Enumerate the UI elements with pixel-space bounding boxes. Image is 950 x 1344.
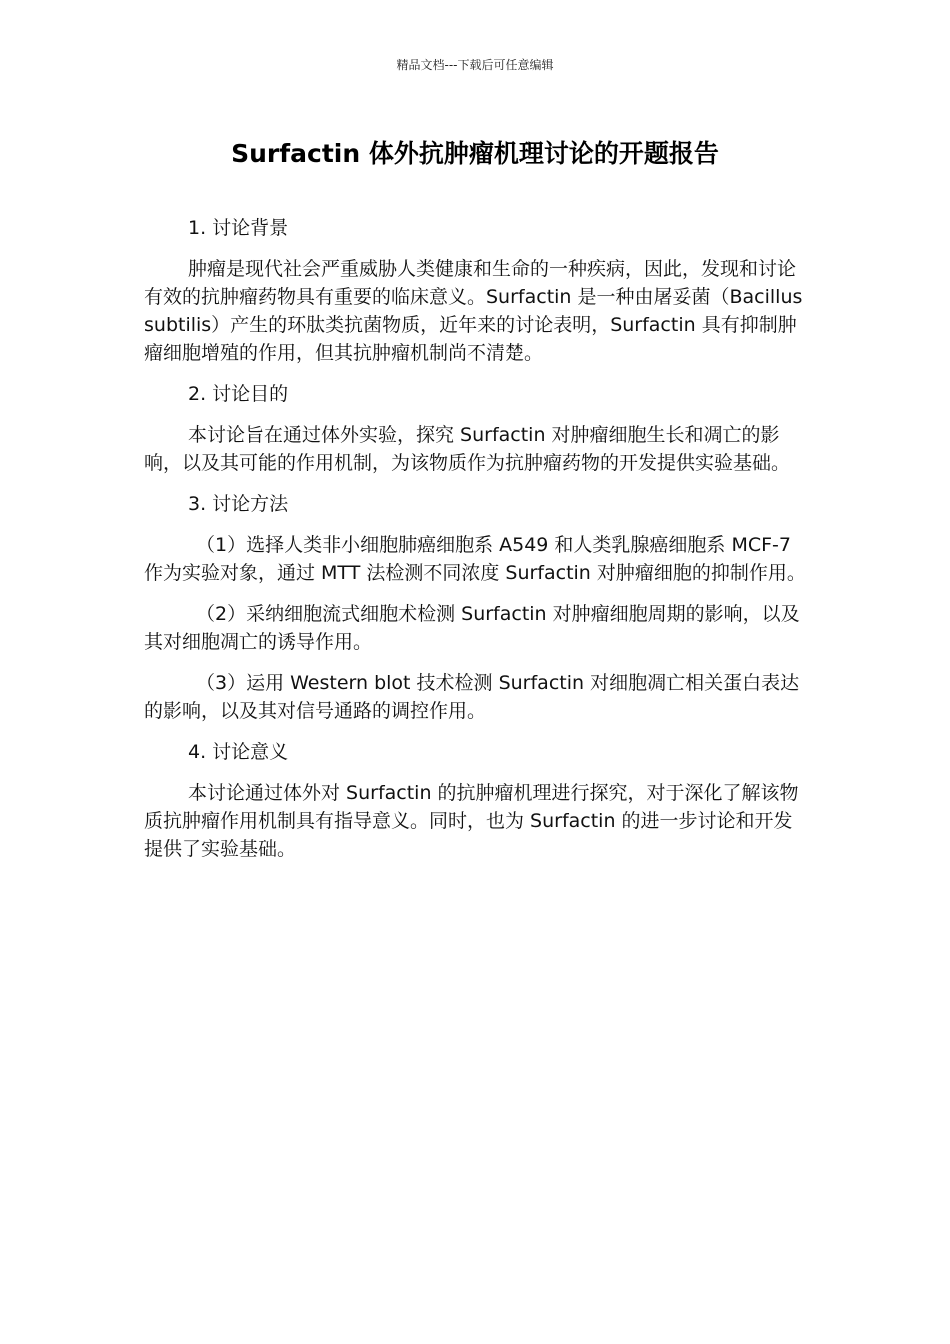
paragraph-purpose: 本讨论旨在通过体外实验，探究 Surfactin 对肿瘤细胞生长和凋亡的影响，以及其可能的作用机制，为该物质作为抗肿瘤药物的开发提供实验基础。 [144, 424, 791, 474]
paragraph-method-2: （2）采纳细胞流式细胞术检测 Surfactin 对肿瘤细胞周期的影响，以及其对细胞凋亡的诱导作用。 [144, 603, 800, 653]
section-heading-background: 1. 讨论背景 [188, 217, 289, 239]
paragraph-significance: 本讨论通过体外对 Surfactin 的抗肿瘤机理进行探究，对于深化了解该物质抗肿瘤作用机制具有指导意义。同时，也为 Surfactin 的进一步讨论和开发提供了实验基础。 [144, 782, 799, 860]
section-heading-significance: 4. 讨论意义 [188, 741, 289, 763]
paragraph-method-3: （3）运用 Western blot 技术检测 Surfactin 对细胞凋亡相关蛋白表达的影响，以及其对信号通路的调控作用。 [144, 672, 800, 722]
paragraph-background: 肿瘤是现代社会严重威胁人类健康和生命的一种疾病，因此，发现和讨论有效的抗肿瘤药物具有重要的临床意义。Surfactin 是一种由屠妥菌（Bacillus subtilis）产生的环肽类抗菌物质，近年来的讨论表明，Surfactin 具有抑制肿瘤细胞增殖的作用，但其抗肿瘤机制尚不清楚。 [144, 258, 803, 364]
paragraph-method-1: （1）选择人类非小细胞肺癌细胞系 A549 和人类乳腺癌细胞系 MCF-7 作为实验对象，通过 MTT 法检测不同浓度 Surfactin 对肿瘤细胞的抑制作用。 [144, 534, 806, 584]
section-heading-purpose: 2. 讨论目的 [188, 383, 289, 405]
header-note: 精品文档---下载后可任意编辑 [396, 58, 554, 72]
document-body [144, 214, 808, 876]
document-title: Surfactin 体外抗肿瘤机理讨论的开题报告 [231, 139, 719, 168]
section-heading-methods: 3. 讨论方法 [188, 493, 289, 515]
